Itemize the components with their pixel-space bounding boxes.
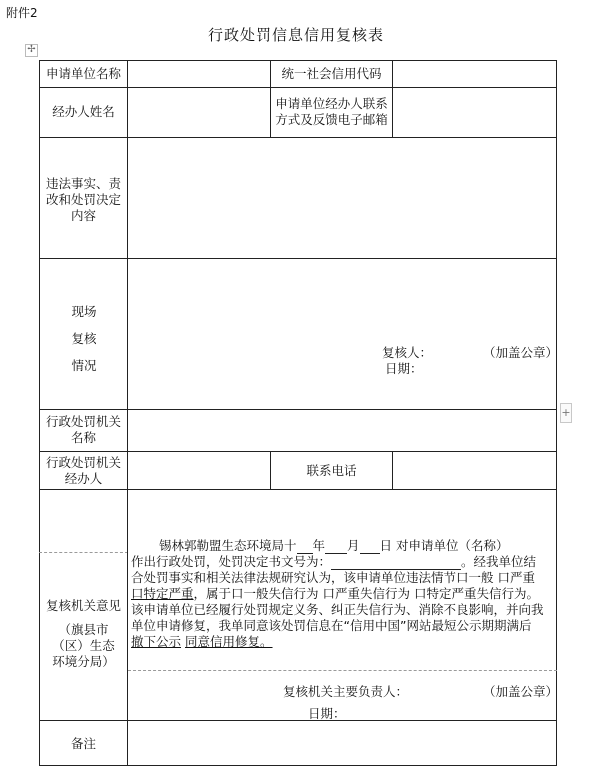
row-divider (39, 258, 557, 259)
row-divider (39, 489, 557, 490)
authority-name-label: 行政处罚机关 名称 (45, 414, 121, 445)
column-divider (392, 451, 393, 489)
credit-code-label: 统一社会信用代码 (281, 66, 382, 81)
handler-name-label: 经办人姓名 (52, 104, 115, 119)
onsite-review-label: 现场 复核 情况 (71, 304, 97, 373)
opinion-seal-label: （加盖公章） (483, 684, 559, 699)
opinion-date-label: 日期： (308, 706, 346, 721)
dashed-divider (128, 670, 557, 671)
column-divider (392, 60, 393, 137)
column-divider (127, 60, 128, 720)
contact-label: 申请单位经办人联系 方式及反馈电子邮箱 (275, 96, 388, 127)
remarks-label: 备注 (70, 736, 96, 751)
opinion-text: 锡林郭勒盟生态环境局十 年 月 日 对申请单位（名称） 作出行政处罚，处罚决定书文号为： 。经我单位结 合处罚事实和相关法律法规研究认为，该申请单位违法情节口一般 口严重 口特定严重，属于口一般失信行为 口严重失信行为 口特定严重失信行为。 该申请单位已经履行处罚规定义务、纠正失信行为、消除不良影响，并向我 单位申请修复，我单同意该处罚信息在“信用中国”网站最短公示期期满后 撤下公示 同意信用修复。 (131, 538, 544, 649)
row-divider (39, 87, 557, 88)
add-row-handle-icon[interactable]: + (560, 403, 572, 423)
row-divider (39, 409, 557, 410)
table-move-handle-icon[interactable]: ✢ (25, 44, 38, 57)
seal-label: （加盖公章） (483, 345, 559, 360)
row-divider (39, 720, 557, 721)
reviewer-label: 复核人： (382, 345, 433, 360)
page-title: 行政处罚信息信用复核表 (207, 26, 384, 44)
column-divider (127, 720, 128, 766)
date-label: 日期： (385, 361, 423, 376)
dashed-divider (39, 552, 128, 553)
authority-handler-label: 行政处罚机关 经办人 (45, 455, 121, 486)
responsible-person-label: 复核机关主要负责人： (283, 684, 409, 699)
opinion-label: 复核机关意见 （旗县市 （区）生态 环境分局） (45, 598, 121, 669)
applicant-name-label: 申请单位名称 (45, 66, 121, 81)
row-divider (39, 137, 557, 138)
row-divider (39, 451, 557, 452)
violation-label: 违法事实、责 改和处罚决定 内容 (45, 176, 121, 223)
contact-phone-label: 联系电话 (306, 463, 357, 478)
attachment-label: 附件2 (6, 6, 38, 20)
